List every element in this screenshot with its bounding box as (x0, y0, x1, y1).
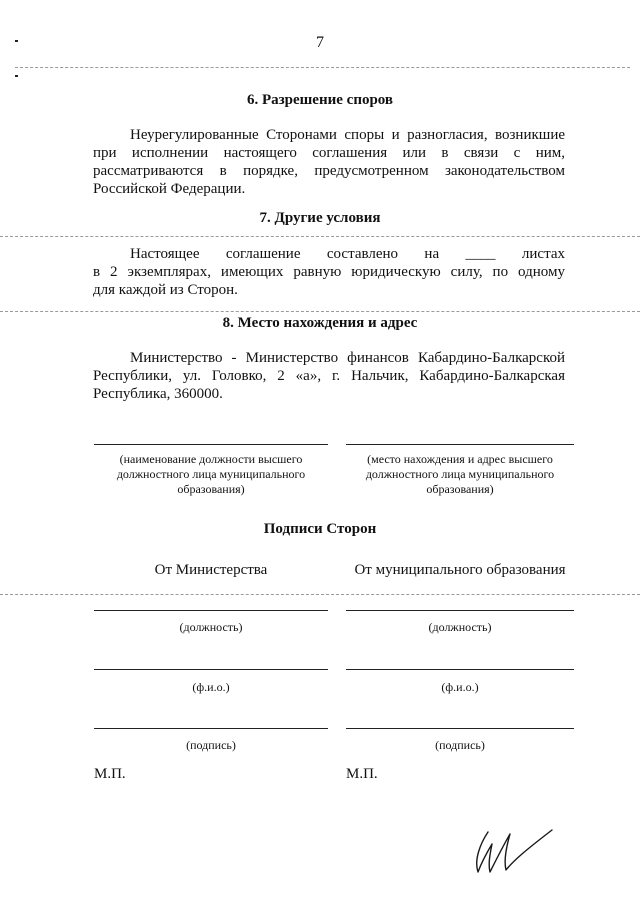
left-position-line (94, 610, 328, 611)
right-name-line (346, 669, 574, 670)
text-line: при исполнении настоящего соглашения или в связи с ним, (93, 145, 565, 161)
right-position-caption: (должность) (428, 620, 492, 634)
official-position-line (94, 444, 328, 445)
text-line: в 2 экземплярах, имеющих равную юридическую силу, по одному (93, 264, 565, 280)
text-line: Республики, ул. Головко, 2 «а», г. Нальчик, Кабардино-Балкарская (93, 368, 565, 384)
scan-dot (15, 40, 18, 42)
text-line: Республика, 360000. (93, 386, 223, 402)
section-8-text (93, 349, 565, 403)
section-7-title: 7. Другие условия (259, 210, 381, 226)
left-signature-line (94, 728, 328, 729)
caption-line: образования) (426, 482, 494, 496)
scan-line (0, 236, 640, 237)
page-number: 7 (316, 34, 324, 51)
right-signature-line (346, 728, 574, 729)
right-signature-caption: (подпись) (435, 738, 485, 752)
official-address-caption (346, 452, 574, 497)
official-address-line (346, 444, 574, 445)
text-line: рассматриваются в порядке, предусмотренном законодательством (93, 163, 565, 179)
right-position-line (346, 610, 574, 611)
section-7-text (93, 245, 565, 299)
text-line: Российской Федерации. (93, 181, 246, 197)
scan-line (0, 311, 640, 312)
scan-line (0, 594, 640, 595)
text-line: для каждой из Сторон. (93, 282, 238, 298)
right-party-label: От муниципального образования (354, 562, 566, 578)
right-stamp-label: М.П. (346, 766, 378, 782)
official-position-caption (94, 452, 328, 497)
signatures-title: Подписи Сторон (263, 521, 377, 537)
left-name-line (94, 669, 328, 670)
caption-line: (наименование должности высшего (119, 452, 303, 466)
scan-dot (15, 75, 18, 77)
scan-line (15, 67, 630, 68)
text-line: Настоящее соглашение составлено на ____ листах (130, 246, 565, 262)
caption-line: образования) (177, 482, 245, 496)
section-8-title: 8. Место нахождения и адрес (222, 315, 418, 331)
left-name-caption: (ф.и.о.) (192, 680, 230, 694)
caption-line: (место нахождения и адрес высшего (367, 452, 553, 466)
text-line: Министерство - Министерство финансов Кабардино-Балкарской (130, 350, 565, 366)
caption-line: должностного лица муниципального (365, 467, 555, 481)
left-stamp-label: М.П. (94, 766, 126, 782)
left-signature-caption: (подпись) (186, 738, 236, 752)
handwritten-signature (470, 820, 560, 880)
text-line: Неурегулированные Сторонами споры и разногласия, возникшие (130, 127, 565, 143)
caption-line: должностного лица муниципального (116, 467, 306, 481)
left-party-label: От Министерства (154, 562, 268, 578)
section-6-title: 6. Разрешение споров (246, 92, 394, 108)
right-name-caption: (ф.и.о.) (441, 680, 479, 694)
left-position-caption: (должность) (179, 620, 243, 634)
section-6-text (93, 126, 565, 198)
